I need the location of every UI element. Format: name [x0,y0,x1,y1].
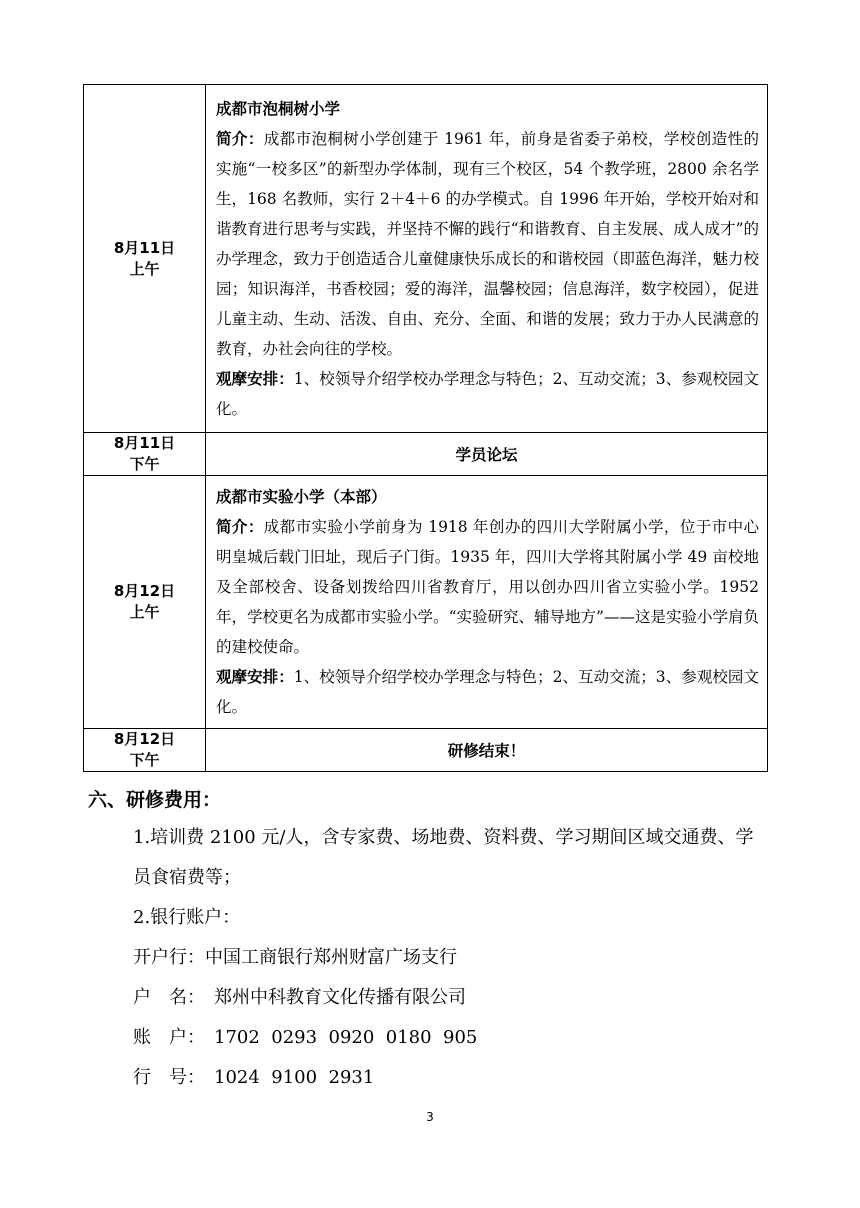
date-period: 上午 [129,259,160,278]
schedule-table [83,84,768,772]
date-day: 8月12日 [113,730,176,748]
visit-label: 观摩安排： [216,369,294,388]
activity-cell: 学员论坛 [206,433,768,476]
visit-label: 观摩安排： [216,668,294,686]
school-name: 成都市泡桐树小学 [216,99,341,118]
visit-text: 1、校领导介绍学校办学理念与特色；2、互动交流；3、参观校园文化。 [216,369,759,418]
school-intro [216,124,759,364]
schedule-row [84,433,768,476]
date-cell [84,85,206,433]
date-day: 8月12日 [113,582,176,600]
account-number-line: 账 户： 1702 0293 0920 0180 905 [133,1027,478,1048]
fee-item-1: 1.培训费 2100 元/人，含专家费、场地费、资料费、学习期间区域交通费、学员食宿费等； [133,827,754,888]
date-cell [84,729,206,772]
date-period: 下午 [129,455,160,473]
intro-text: 成都市实验小学前身为 1918 年创办的四川大学附属小学，位于市中心明皇城后载门旧址，现后子门街。1935 年，四川大学将其附属小学 49 亩校地及全部校舍、设备划拨给四川省教育厅，用以创办四川省立实验小学。1952 年，学校更名为成都市实验小学。“实验研究、辅导地方”——这是实验小学肩负的建校使命。 [216,518,759,656]
schedule-row [84,729,768,772]
date-period: 上午 [129,603,160,621]
date-day: 8月11日 [113,434,176,452]
schedule-row [84,476,768,729]
section-title: 六、研修费用： [88,789,222,811]
intro-label: 简介： [216,518,264,536]
schedule-row [84,85,768,433]
account-name-line: 户 名： 郑州中科教育文化传播有限公司 [133,987,466,1008]
school-info-cell [206,476,768,729]
fees-body [88,818,768,1098]
intro-label: 简介： [216,129,264,148]
intro-text: 成都市泡桐树小学创建于 1961 年，前身是省委子弟校，学校创造性的实施“一校多区”的新型办学体制，现有三个校区，54 个教学班，2800 余名学生，168 名教师，实行 2＋4＋6 的办学模式。自 1996 年开始，学校开始对和谐教育进行思考与实践，并坚持不懈的践行“和谐教育、自主发展、成人成才”的办学理念，致力于创造适合儿童健康快乐成长的和谐校园（即蓝色海洋，魅力校园；知识海洋，书香校园；爱的海洋，温馨校园；信息海洋，数字校园），促进儿童主动、生动、活泼、自由、充分、全面、和谐的发展；致力于办人民满意的教育，办社会向往的学校。 [216,129,759,358]
fee-item-2: 2.银行账户： [133,907,241,928]
date-cell [84,433,206,476]
page-number: 3 [426,1110,434,1124]
school-intro [216,512,759,662]
visit-arrangement [216,662,759,722]
date-cell [84,476,206,729]
visit-arrangement [216,364,759,424]
date-day: 8月11日 [113,238,176,257]
date-period: 下午 [129,751,160,769]
school-name: 成都市实验小学（本部） [216,488,387,506]
activity-cell: 研修结束！ [206,729,768,772]
visit-text: 1、校领导介绍学校办学理念与特色；2、互动交流；3、参观校园文化。 [216,668,759,716]
bank-code-line: 行 号： 1024 9100 2931 [133,1067,375,1088]
bank-name-line: 开户行：中国工商银行郑州财富广场支行 [133,947,457,968]
school-info-cell [206,85,768,433]
